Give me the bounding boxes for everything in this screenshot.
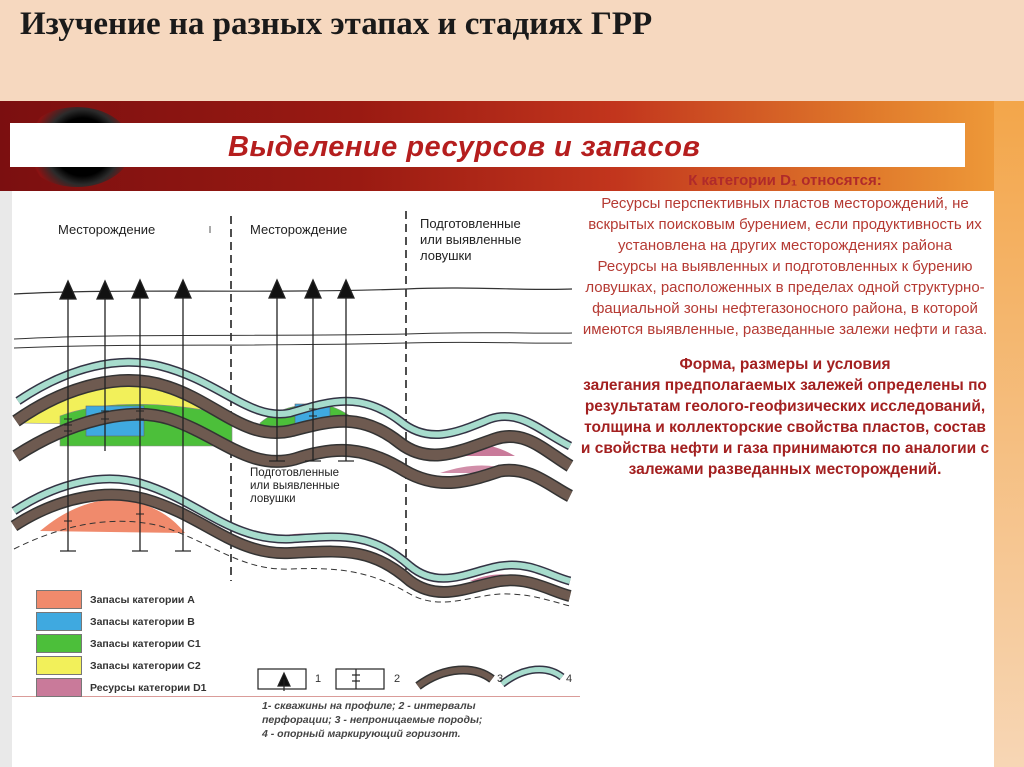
- content-panel: [0, 101, 1024, 767]
- right-strip: [994, 101, 1024, 767]
- legend-swatch-b: [36, 612, 82, 631]
- legend-label: Ресурсы категории D1: [90, 681, 207, 694]
- symbol-label-1: 1: [315, 673, 322, 685]
- legend-swatch-a: [36, 590, 82, 609]
- legend-label: Запасы категории С2: [90, 659, 201, 672]
- legend-swatch-c2: [36, 656, 82, 675]
- symbol-label-3: 3: [497, 673, 504, 685]
- column-label-field-1: Месторождение: [58, 222, 156, 237]
- legend-item: [36, 611, 207, 632]
- legend-item: [36, 589, 207, 610]
- description-paragraph-3-heading: Форма, размеры и условия: [679, 356, 891, 373]
- legend-label: Запасы категории А: [90, 593, 195, 606]
- description-text: [578, 170, 992, 480]
- panel-title: Выделение ресурсов и запасов: [228, 131, 701, 163]
- legend-item: [36, 633, 207, 654]
- category-legend: [36, 589, 207, 699]
- description-heading: К категории D₁ относятся:: [688, 172, 882, 189]
- legend-swatch-c1: [36, 634, 82, 653]
- symbol-legend: [258, 669, 562, 691]
- legend-swatch-d1: [36, 678, 82, 697]
- slide-title: Изучение на разных этапах и стадиях ГРР: [20, 6, 653, 42]
- legend-label: Запасы категории С1: [90, 637, 201, 650]
- legend-item: [36, 655, 207, 676]
- legend-label: Запасы категории В: [90, 615, 195, 628]
- mid-label-traps: Подготовленные или выявленные ловушки: [250, 467, 340, 505]
- description-paragraph-2: Ресурсы на выявленных и подготовленных к бурению ловушках, расположенных в пределах одной структурно-фациальной зоны нефтегазоносного района, в которой имеются выявленные, разведанные залежи нефти и газа.: [582, 258, 988, 338]
- surface-line: [14, 288, 572, 294]
- symbols-caption: 1- скважины на профиле; 2 - интервалы перфорации; 3 - непроницаемые породы; 4 - опорный маркирующий горизонт.: [262, 700, 483, 740]
- legend-item: [36, 677, 207, 698]
- column-label-field-2: Месторождение: [250, 222, 348, 237]
- description-paragraph-1: Ресурсы перспективных пластов месторождений, не вскрытых поисковым бурением, если продуктивность их установлена на других месторождениях района: [588, 195, 982, 254]
- symbol-label-4: 4: [566, 673, 573, 685]
- column-label-traps: Подготовленные или выявленные ловушки: [420, 216, 522, 263]
- symbol-label-2: 2: [394, 673, 401, 685]
- description-paragraph-3: залегания предполагаемых залежей определены по результатам геолого-геофизических исследований, толщина и коллекторские свойства пластов, состав и свойства нефти и газа принимаются по аналогии с залежами разведанных месторождений.: [580, 377, 990, 478]
